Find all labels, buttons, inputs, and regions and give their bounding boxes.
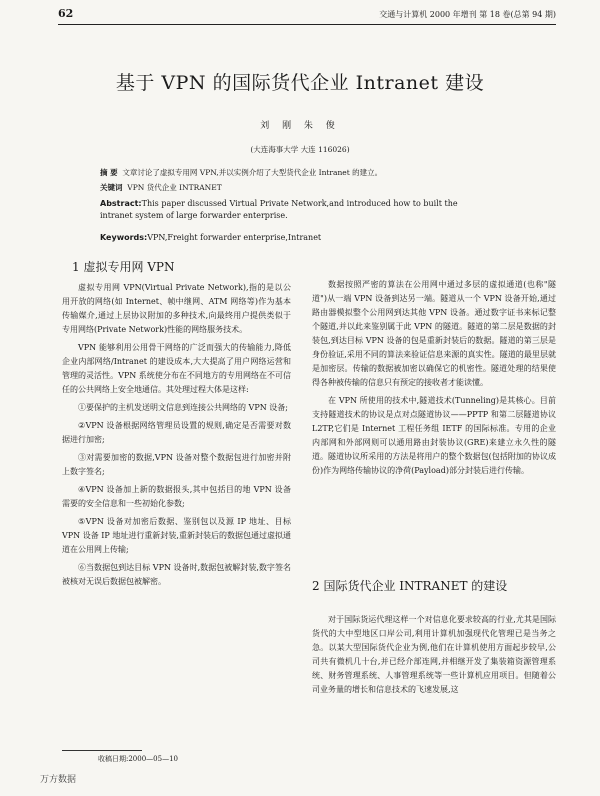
abstract-cn [100, 167, 475, 178]
article-title: 基于 VPN 的国际货代企业 Intranet 建设 [115, 72, 485, 94]
keywords-cn-label: 关键词 [100, 183, 123, 192]
tunnel-paragraph: 数据按照严密的算法在公用网中通过多层的虚拟通道(也称"隧道")从一端 VPN 设备到达另一端。隧道从一个 VPN 设备开始,通过路由器模拟整个公用网到达其他 VPN 设备。通过数字证书来标记整个隧道,并以此来鉴别属于此 VPN 的隧道。隧道的第二层是数据的封装包,到达目标 VPN 设备的包是重新封装后的数据。隧道的第三层是身份验证,采用不同的算法来验证信息来源的真实性。隧道的最里层就是加密层。传输的数据被加密以确保它的机密性。隧道处理的结果使得各种被传输的信息只有预定的接收者才能读懂。 [312, 280, 556, 387]
section-2-para-1: 对于国际货运代理这样一个对信息化要求较高的行业,尤其是国际货代的大中型地区口岸公司,利用计算机加强现代化管理已是当务之急。以某大型国际货代企业为例,他们在计算机使用方面起步较早,公司共有微机几十台,并已经介部连网,并相继开发了集装箱资源管理系统、财务管理系统、人事管理系统等一些计算机应用项目。但随着公司业务量的增长和信息技术的飞速发展,这 [312, 615, 556, 694]
section-1-para-1: 虚拟专用网 VPN(Virtual Private Network),指的是以公用开放的网络(如 Internet、帧中继网、ATM 网络等)作为基本传输媒介,通过上层协议附加的多种技术,向最终用户提供类似于专用网络(Private Network)性能的网络服务技术。 [62, 283, 291, 334]
section-1-para-2: VPN 能够利用公用骨干网络的广泛而强大的传输能力,降低企业内部网络/Intranet 的建设成本,大大提高了用户网络运营和管理的灵活性。VPN 系统使分布在不同地方的专用网络在不可信任的公共网络上安全地通信。其处理过程大体是这样: [62, 343, 291, 394]
abstract-cn-label: 摘 要 [100, 168, 118, 177]
right-column-bottom [312, 613, 556, 701]
wanfang-watermark: 万方数据 [40, 775, 77, 785]
step-item: ⑤VPN 设备对加密后数据、鉴别包以及源 IP 地址、目标 VPN 设备 IP 地址进行重新封装,重新封装后的数据包通过虚拟通道在公用网上传输; [62, 517, 291, 554]
received-date-footnote: 收稿日期:2000—05—10 [98, 755, 178, 763]
left-column [62, 281, 291, 593]
page-number: 62 [58, 7, 74, 20]
step-item: ④VPN 设备加上新的数据报头,其中包括目的地 VPN 设备需要的安全信息和一些初始化参数; [62, 485, 291, 508]
step-item: ⑥当数据包到达目标 VPN 设备时,数据包被解封装,数字签名被核对无误后数据包被解密。 [62, 563, 291, 586]
section-2-heading: 2 国际货代企业 INTRANET 的建设 [312, 579, 508, 593]
running-header [58, 6, 556, 25]
affiliation: (大连海事大学 大连 116026) [250, 145, 350, 154]
step-item: ①要保护的主机发送明文信息到连接公共网络的 VPN 设备; [78, 403, 288, 412]
journal-info: 交通与计算机 2000 年增刊 第 18 卷(总第 94 期) [379, 10, 556, 19]
abstract-en [100, 198, 475, 222]
right-column-top [312, 278, 556, 482]
keywords-cn [100, 182, 475, 193]
keywords-en-label: Keywords: [100, 233, 148, 242]
keywords-cn-text: VPN 货代企业 INTRANET [127, 183, 222, 192]
section-1-heading: 1 虚拟专用网 VPN [72, 260, 175, 274]
keywords-en [100, 232, 475, 243]
tunneling-protocols-paragraph: 在 VPN 所使用的技术中,隧道技术(Tunneling)是其核心。目前支持隧道技术的协议是点对点隧道协议——PPTP 和第二层隧道协议 L2TP,它们是 Internet 工程任务组 IETF 的国际标准。专用的企业内部网和外部网则可以通用路由封装协议(GRE)来建立永久性的隧道。隧道协议所采用的方法是将用户的整个数据包(包括附加的协议成份)作为网络传输协议的净荷(Payload)部分封装后进行传输。 [312, 396, 556, 475]
footnote-rule [62, 750, 142, 751]
step-item: ②VPN 设备根据网络管理员设置的规则,确定是否需要对数据进行加密; [62, 421, 291, 444]
authors: 刘 刚 朱 俊 [260, 121, 340, 131]
abstract-en-text: This paper discussed Virtual Private Network,and introduced how to built the intranet system of large forwarder enterprise. [100, 199, 458, 220]
keywords-en-text: VPN,Freight forwarder enterprise,Intranet [147, 233, 322, 242]
abstract-cn-text: 文章讨论了虚拟专用网 VPN,并以实例介绍了大型货代企业 Intranet 的建立。 [122, 168, 383, 177]
abstract-en-label: Abstract: [100, 199, 142, 208]
step-item: ③对需要加密的数据,VPN 设备对整个数据包进行加密并附上数字签名; [62, 453, 291, 476]
